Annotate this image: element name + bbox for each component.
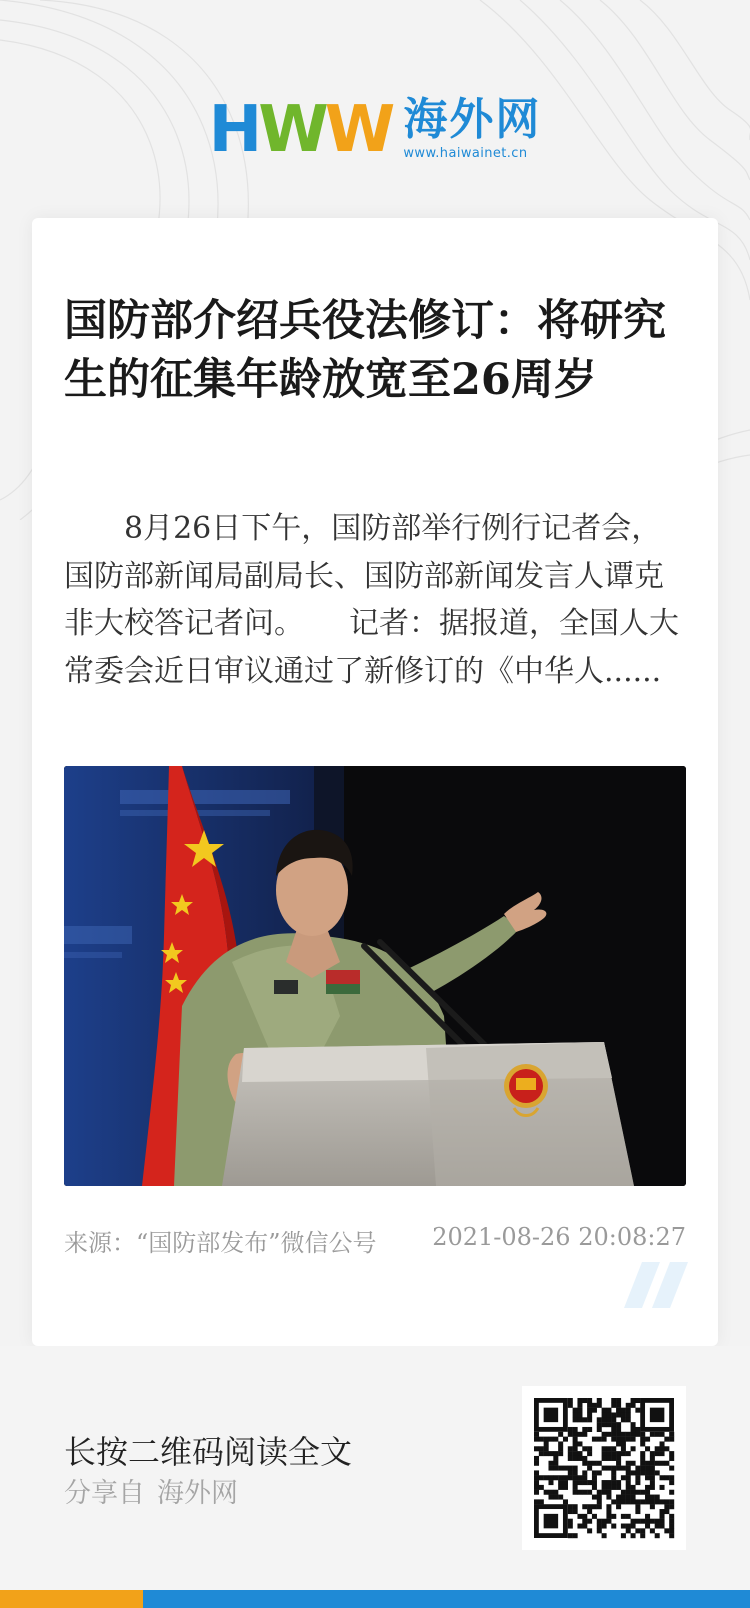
hww-logo bbox=[208, 93, 392, 167]
qr-read-prompt: 长按二维码阅读全文 bbox=[64, 1433, 353, 1471]
article-datetime: 2021-08-26 20:08:27 bbox=[432, 1223, 686, 1251]
qr-code[interactable] bbox=[522, 1386, 686, 1550]
logo-letter-w2: W bbox=[324, 93, 392, 167]
logo-wordmark bbox=[403, 96, 541, 161]
article-summary: 8月26日下午，国防部举行例行记者会，国防部新闻局副局长、国防部新闻发言人谭克非大校答记者问。 记者：据报道，全国人大常委会近日审议通过了新修订的《中华人...... bbox=[64, 511, 679, 689]
bottom-bar-blue bbox=[143, 1590, 750, 1608]
bottom-bar-orange bbox=[0, 1590, 143, 1608]
article-meta bbox=[64, 1223, 686, 1258]
logo-site-name: 海外网 bbox=[403, 94, 542, 145]
logo-letter-h: H bbox=[208, 93, 259, 167]
share-site: 海外网 bbox=[157, 1478, 238, 1509]
article-title: 国防部介绍兵役法修订：将研究生的征集年龄放宽至26周岁 bbox=[64, 296, 666, 405]
logo-site-url: www.haiwainet.cn bbox=[403, 145, 528, 161]
article-photo bbox=[64, 766, 686, 1186]
logo-letter-w1: W bbox=[258, 93, 325, 167]
bottom-brand-bar bbox=[0, 1590, 750, 1608]
press-conference-image bbox=[64, 766, 686, 1186]
qr-code-image bbox=[522, 1386, 686, 1550]
article-card bbox=[32, 218, 718, 1346]
site-header bbox=[0, 93, 750, 168]
share-source bbox=[64, 1474, 238, 1514]
article-source: 来源：“国防部发布”微信公号 bbox=[64, 1229, 377, 1257]
share-prefix: 分享自 bbox=[64, 1478, 145, 1509]
share-footer bbox=[0, 1346, 750, 1590]
double-slash-icon bbox=[624, 1262, 692, 1308]
